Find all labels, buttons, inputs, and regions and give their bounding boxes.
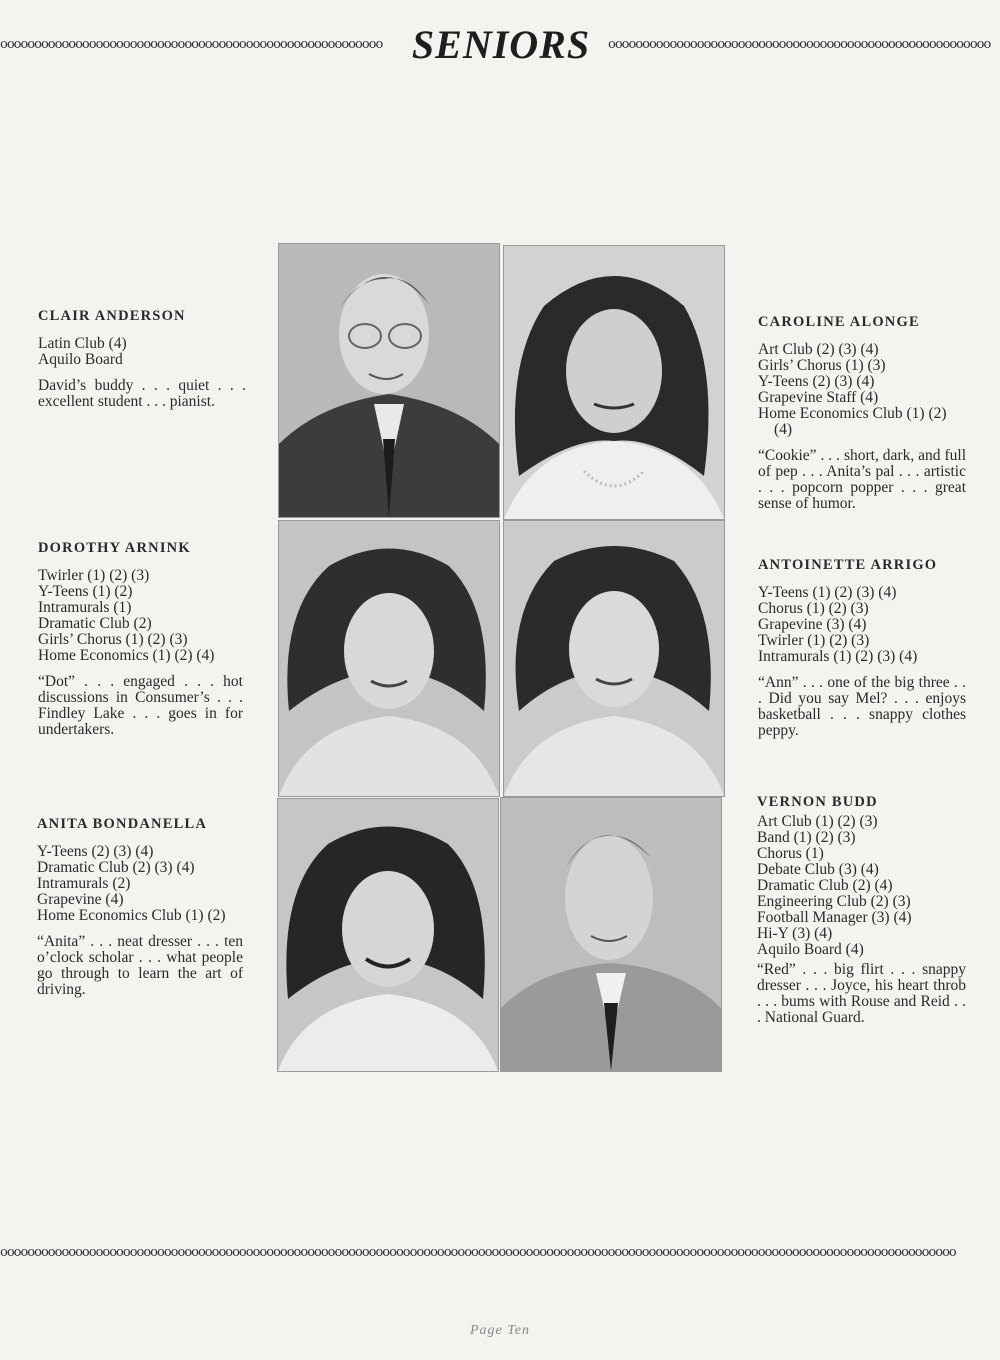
senior-quote: “Cookie” . . . short, dark, and full of pep . . . Anita’s pal . . . artistic . . . popcorn popper . . . great sense of humor. bbox=[758, 447, 966, 512]
portrait-photo-anita-bondanella bbox=[277, 798, 499, 1072]
activity-item: Dramatic Club (2) (3) (4) bbox=[37, 859, 195, 876]
senior-quote: “Dot” . . . engaged . . . hot discussions in Consumer’s . . . Findley Lake . . . goes in for undertakers. bbox=[38, 673, 243, 738]
activity-item: Home Economics Club (1) (2) (4) bbox=[758, 405, 947, 438]
page-title: SENIORS bbox=[411, 22, 591, 67]
activity-item: Home Economics (1) (2) (4) bbox=[38, 647, 215, 664]
senior-name: DOROTHY ARNINK bbox=[38, 540, 191, 556]
senior-name: ANTOINETTE ARRIGO bbox=[758, 557, 938, 573]
senior-name: CLAIR ANDERSON bbox=[38, 308, 186, 324]
activity-list bbox=[38, 568, 243, 664]
activity-item: Art Club (1) (2) (3) bbox=[757, 813, 878, 830]
activity-item: Girls’ Chorus (1) (2) (3) bbox=[38, 631, 188, 648]
activity-list bbox=[758, 585, 966, 665]
portrait-photo-caroline-alonge bbox=[503, 245, 725, 520]
activity-item: Girls’ Chorus (1) (3) bbox=[758, 357, 886, 374]
activity-item: Chorus (1) bbox=[757, 845, 824, 862]
activity-item: Intramurals (2) bbox=[37, 875, 131, 892]
activity-item: Art Club (2) (3) (4) bbox=[758, 341, 879, 358]
activity-item: Intramurals (1) (2) (3) (4) bbox=[758, 648, 918, 665]
senior-quote: “Red” . . . big flirt . . . snappy dresser . . . Joyce, his heart throb . . . bums with Rouse and Reid . . . National Guard. bbox=[757, 961, 966, 1026]
activity-item: Y-Teens (2) (3) (4) bbox=[758, 373, 875, 390]
senior-quote: “Ann” . . . one of the big three . . . Did you say Mel? . . . enjoys basketball . . . snappy clothes peppy. bbox=[758, 674, 966, 739]
activity-item: Dramatic Club (2) bbox=[38, 615, 152, 632]
portrait-photo-antoinette-arrigo bbox=[503, 520, 725, 797]
activity-item: Aquilo Board bbox=[38, 351, 123, 368]
activity-item: Debate Club (3) (4) bbox=[757, 861, 879, 878]
activity-list bbox=[37, 844, 243, 924]
senior-entry-dorothy-arnink bbox=[38, 540, 243, 738]
senior-entry-anita-bondanella bbox=[37, 816, 243, 998]
activity-item: Dramatic Club (2) (4) bbox=[757, 877, 893, 894]
activity-list bbox=[758, 342, 966, 438]
activity-item: Band (1) (2) (3) bbox=[757, 829, 856, 846]
senior-entry-antoinette-arrigo bbox=[758, 557, 966, 739]
activity-item: Latin Club (4) bbox=[38, 335, 127, 352]
activity-item: Grapevine (3) (4) bbox=[758, 616, 867, 633]
activity-item: Football Manager (3) (4) bbox=[757, 909, 912, 926]
page-number: Page Ten bbox=[470, 1323, 530, 1338]
senior-name: VERNON BUDD bbox=[757, 794, 878, 810]
senior-name: CAROLINE ALONGE bbox=[758, 314, 920, 330]
activity-item: Y-Teens (1) (2) bbox=[38, 583, 133, 600]
portrait-photo-vernon-budd bbox=[500, 797, 722, 1072]
decorative-border-bottom: oooooooooooooooooooooooooooooooooooooooooooooooooooooooooooooooooooooooooooooooooooooooooooooooooooooooooooooooooooooooooooooooooooooooooooo bbox=[0, 1246, 956, 1260]
activity-item: Grapevine Staff (4) bbox=[758, 389, 879, 406]
activity-item: Y-Teens (2) (3) (4) bbox=[37, 843, 154, 860]
activity-item: Grapevine (4) bbox=[37, 891, 124, 908]
portrait-photo-dorothy-arnink bbox=[278, 520, 500, 797]
activity-item: Twirler (1) (2) (3) bbox=[758, 632, 870, 649]
decorative-border-top-left: oooooooooooooooooooooooooooooooooooooooooooooooooooooooo bbox=[0, 38, 383, 52]
activity-list bbox=[757, 814, 966, 958]
senior-entry-caroline-alonge bbox=[758, 314, 966, 512]
senior-entry-vernon-budd bbox=[757, 794, 966, 1026]
activity-item: Intramurals (1) bbox=[38, 599, 132, 616]
activity-item: Chorus (1) (2) (3) bbox=[758, 600, 869, 617]
decorative-border-top-right: oooooooooooooooooooooooooooooooooooooooooooooooooooooooo bbox=[608, 38, 991, 52]
activity-list bbox=[38, 336, 246, 368]
portrait-photo-clair-anderson bbox=[278, 243, 500, 518]
activity-item: Aquilo Board (4) bbox=[757, 941, 864, 958]
senior-name: ANITA BONDANELLA bbox=[37, 816, 207, 832]
senior-entry-clair-anderson bbox=[38, 308, 246, 410]
activity-item: Hi-Y (3) (4) bbox=[757, 925, 833, 942]
activity-item: Engineering Club (2) (3) bbox=[757, 893, 911, 910]
activity-item: Y-Teens (1) (2) (3) (4) bbox=[758, 584, 897, 601]
activity-item: Twirler (1) (2) (3) bbox=[38, 567, 150, 584]
activity-item: Home Economics Club (1) (2) bbox=[37, 907, 226, 924]
senior-quote: David’s buddy . . . quiet . . . excellent student . . . pianist. bbox=[38, 377, 246, 410]
senior-quote: “Anita” . . . neat dresser . . . ten o’clock scholar . . . what people go through to learn the art of driving. bbox=[37, 933, 243, 998]
